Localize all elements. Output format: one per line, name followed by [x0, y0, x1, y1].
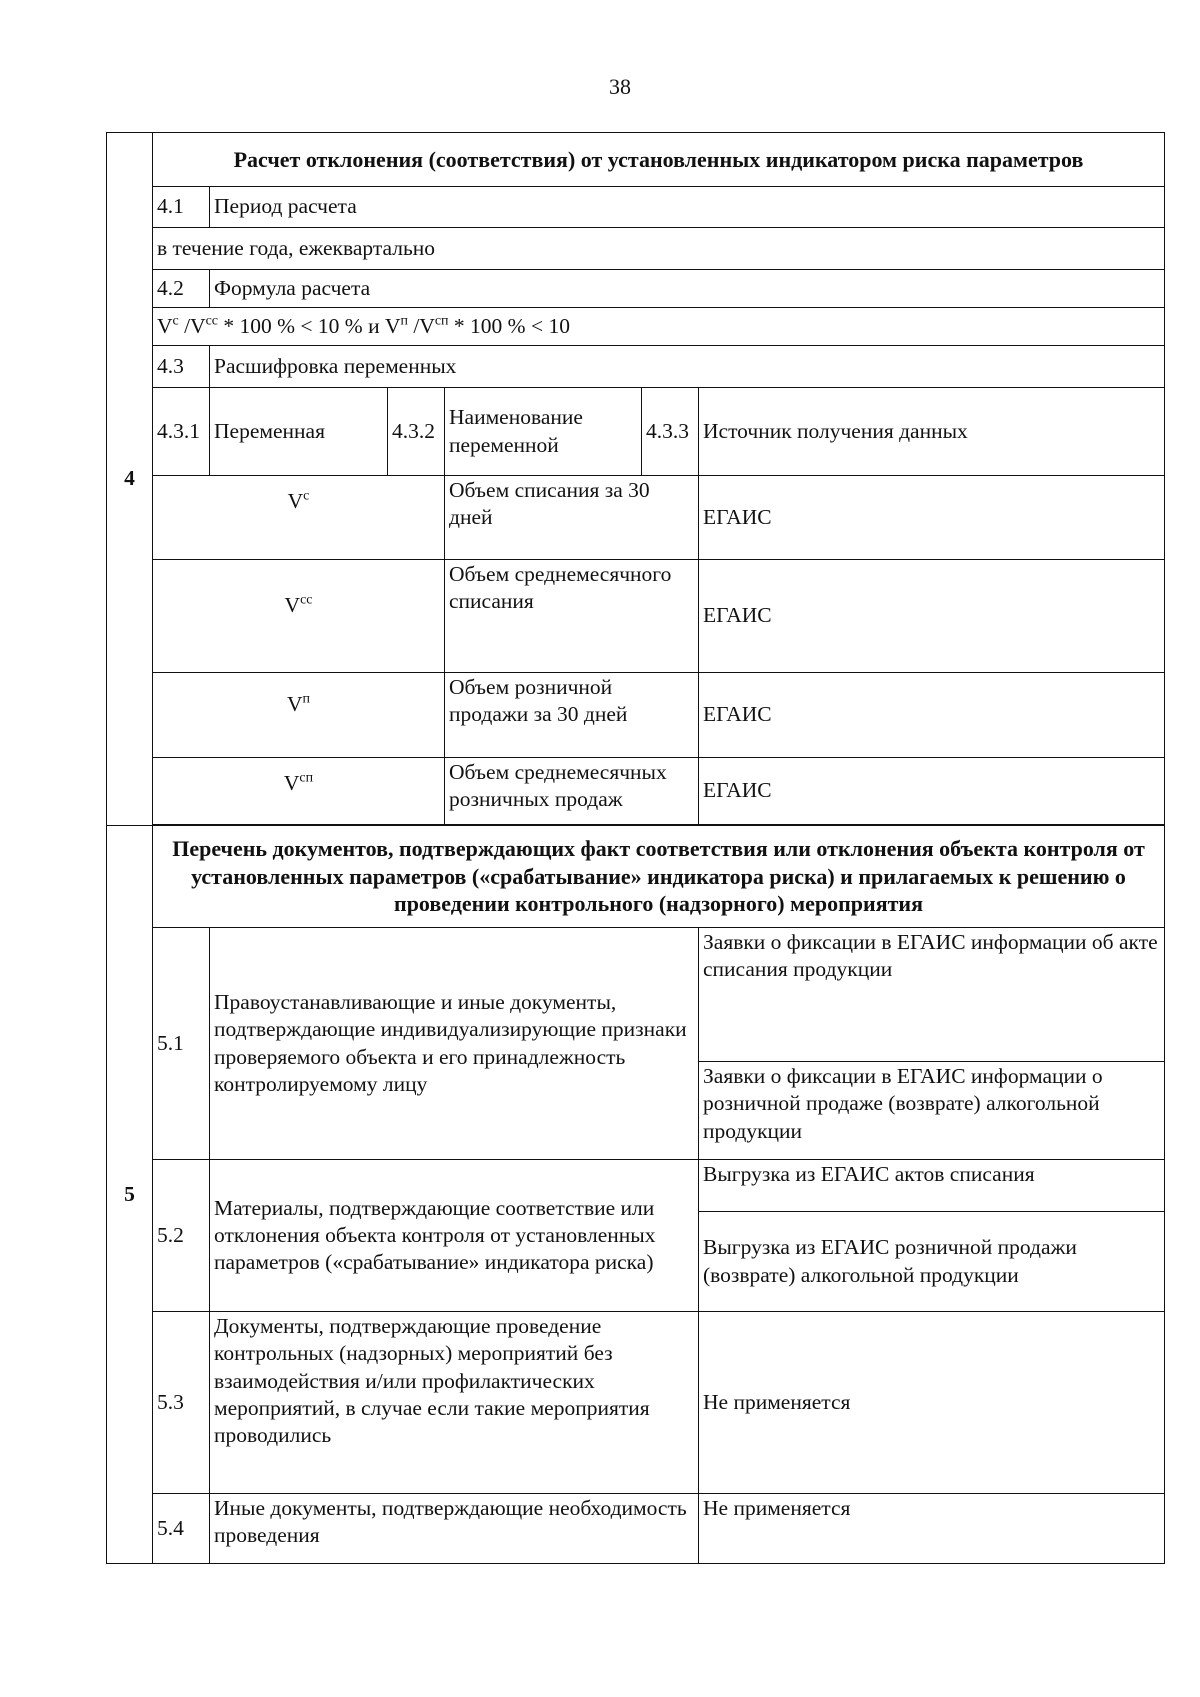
row-4-3-label: Расшифровка переменных: [210, 346, 1165, 388]
risk-indicator-table: [106, 132, 1165, 1564]
item-5-1-number: 5.1: [153, 928, 210, 1160]
variable-source: ЕГАИС: [699, 476, 1165, 560]
item-5-4-description: Иные документы, подтверждающие необходимость проведения: [210, 1494, 699, 1564]
section-4-number: 4: [107, 133, 153, 826]
row-4-1-value: в течение года, ежеквартально: [153, 228, 1165, 270]
item-5-2-number: 5.2: [153, 1160, 210, 1312]
variable-source: ЕГАИС: [699, 560, 1165, 673]
item-5-4-number: 5.4: [153, 1494, 210, 1564]
variable-name: Объем розничной продажи за 30 дней: [445, 673, 699, 758]
variable-name: Объем среднемесячных розничных продаж: [445, 758, 699, 825]
item-5-1-document: Заявки о фиксации в ЕГАИС информации об акте списания продукции: [699, 928, 1165, 1062]
item-5-1-document: Заявки о фиксации в ЕГАИС информации о розничной продаже (возврате) алкогольной продукции: [699, 1062, 1165, 1160]
variable-source: ЕГАИС: [699, 758, 1165, 825]
item-5-2-document: Выгрузка из ЕГАИС розничной продажи (возврате) алкогольной продукции: [699, 1212, 1165, 1312]
item-5-2-document: Выгрузка из ЕГАИС актов списания: [699, 1160, 1165, 1212]
row-4-2-number: 4.2: [153, 270, 210, 308]
page-number: 38: [609, 74, 631, 99]
variable-source: ЕГАИС: [699, 673, 1165, 758]
item-5-2-description: Материалы, подтверждающие соответствие или отклонения объекта контроля от установленных параметров («срабатывание» индикатора риска): [210, 1160, 699, 1312]
section-5-number: 5: [107, 826, 153, 1564]
header-data-source: Источник получения данных: [699, 388, 1165, 476]
variable-symbol: $V^{сс}$: [153, 560, 445, 673]
row-4-3-number: 4.3: [153, 346, 210, 388]
variable-symbol: $V^{сп}$: [153, 758, 445, 825]
header-4-3-2-number: 4.3.2: [388, 388, 445, 476]
item-5-1-description: Правоустанавливающие и иные документы, подтверждающие индивидуализирующие признаки проверяемого объекта и его принадлежность контролируемому лицу: [210, 928, 699, 1160]
variable-symbol: $V^с$: [153, 476, 445, 560]
row-4-2-label: Формула расчета: [210, 270, 1165, 308]
header-variable-name: Наименование переменной: [445, 388, 642, 476]
variable-name: Объем списания за 30 дней: [445, 476, 699, 560]
section-4-title: Расчет отклонения (соответствия) от установленных индикатором риска параметров: [153, 133, 1165, 187]
formula: $V^c$ $/V^{cc} * 100$ % < 10 % и $V^п$ $/V^{сп} * 100$ % < 10: [153, 308, 1165, 346]
item-5-3-document: Не применяется: [699, 1312, 1165, 1494]
section-5-title: Перечень документов, подтверждающих факт соответствия или отклонения объекта контроля от установленных параметров («срабатывание» индикатора риска) и прилагаемых к решению о проведении контрольного (надзорного) мероприятия: [153, 826, 1165, 928]
variable-name: Объем среднемесячного списания: [445, 560, 699, 673]
row-4-1-label: Период расчета: [210, 187, 1165, 228]
header-4-3-3-number: 4.3.3: [642, 388, 699, 476]
item-5-4-document: Не применяется: [699, 1494, 1165, 1564]
item-5-3-description: Документы, подтверждающие проведение контрольных (надзорных) мероприятий без взаимодействия и/или профилактических мероприятий, в случае если такие мероприятия проводились: [210, 1312, 699, 1494]
variable-symbol: $V^п$: [153, 673, 445, 758]
header-4-3-1-number: 4.3.1: [153, 388, 210, 476]
header-variable: Переменная: [210, 388, 388, 476]
item-5-3-number: 5.3: [153, 1312, 210, 1494]
row-4-1-number: 4.1: [153, 187, 210, 228]
